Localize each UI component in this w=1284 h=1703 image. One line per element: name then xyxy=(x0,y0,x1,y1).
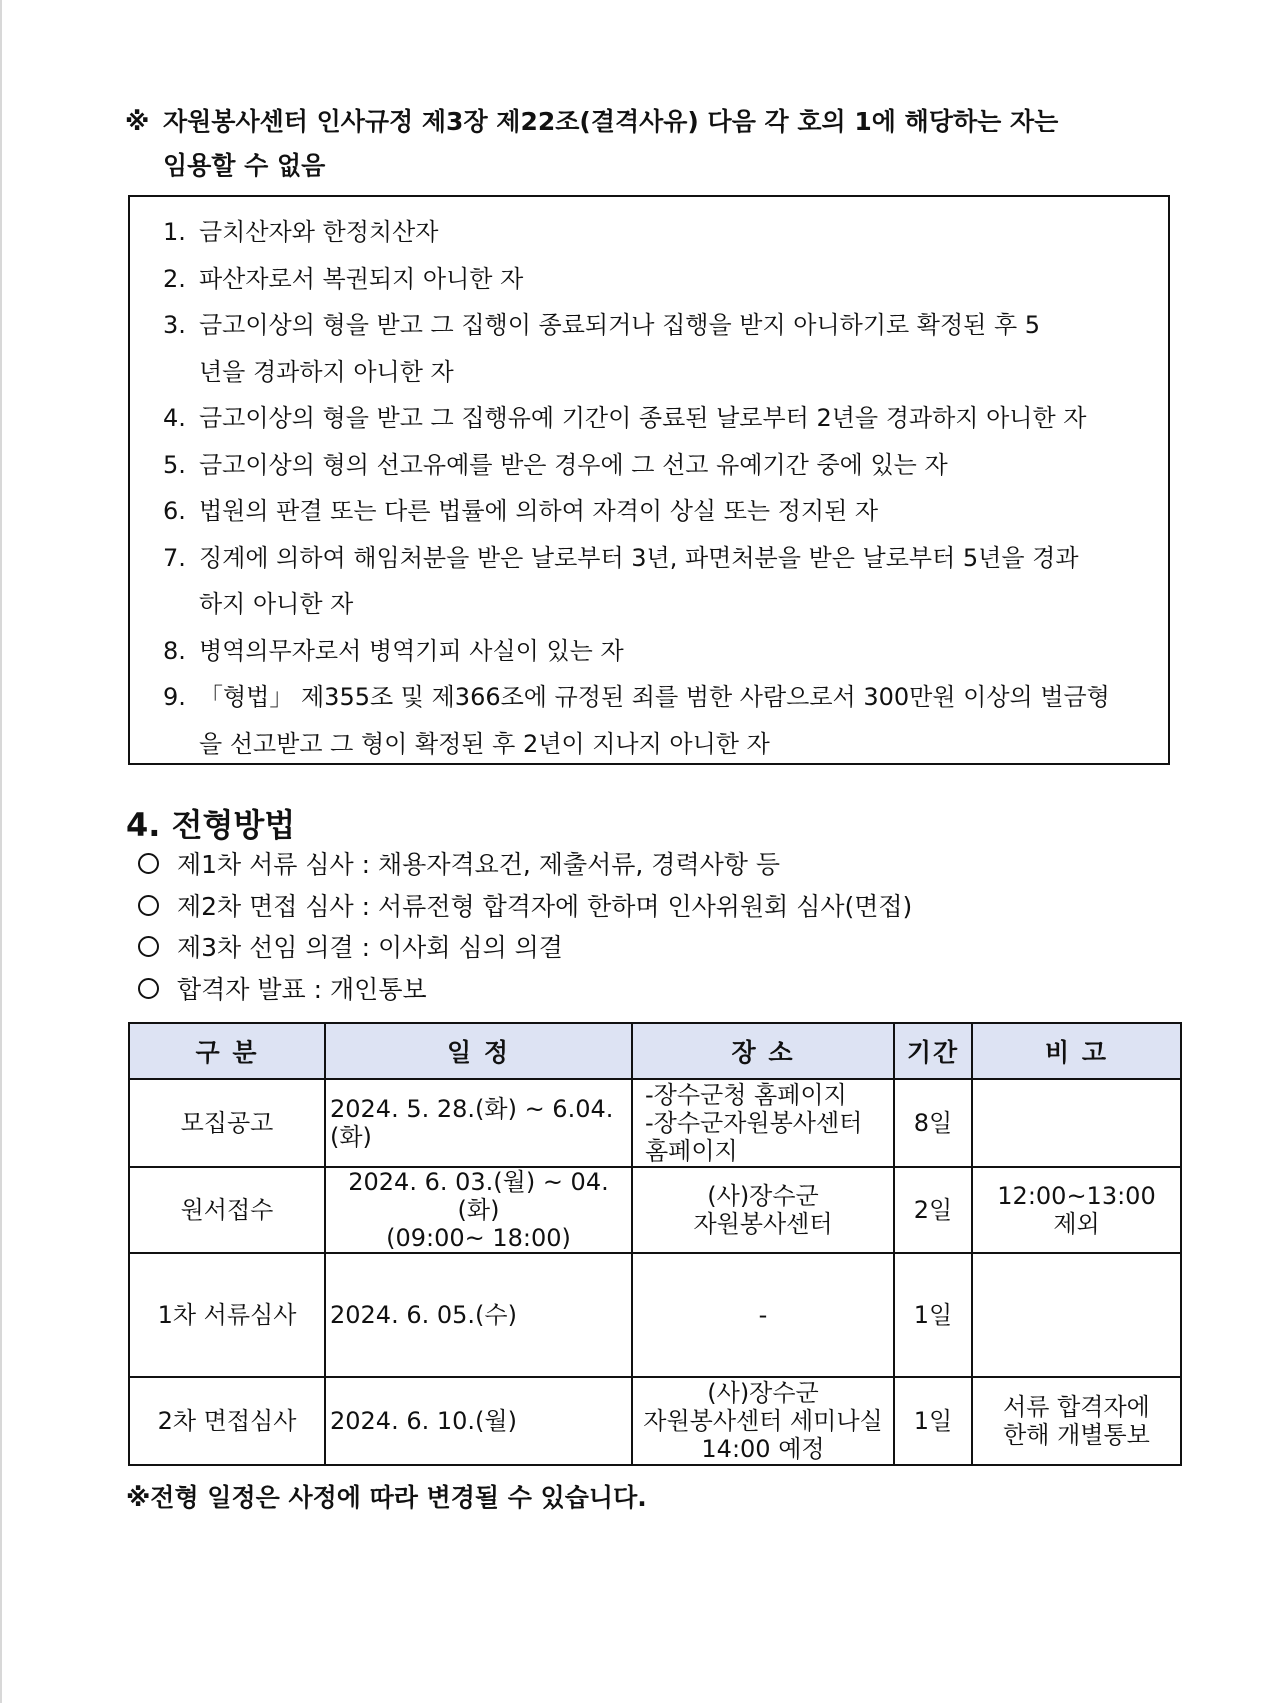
cell-date xyxy=(325,1167,632,1253)
step-item xyxy=(138,969,912,1011)
header-note: 비 고 xyxy=(972,1023,1181,1079)
cell-place-line: 14:00 예정 xyxy=(701,1435,825,1463)
cell-note xyxy=(972,1377,1181,1465)
cell-place-line: - xyxy=(758,1301,768,1329)
cell-date xyxy=(325,1377,632,1465)
list-item xyxy=(163,395,1148,442)
circle-bullet-icon xyxy=(138,895,159,916)
list-item-continuation: 년을 경과하지 아니한 자 xyxy=(199,357,454,386)
cell-place-line: 홈페이지 xyxy=(645,1137,738,1165)
notice-text-2: 임용할 수 없음 xyxy=(163,151,326,180)
cell-category: 2차 면접심사 xyxy=(129,1377,325,1465)
list-item-number: 1. xyxy=(163,218,186,246)
cell-note-line: 제외 xyxy=(1053,1210,1100,1238)
cell-note-line: 한해 개별통보 xyxy=(1003,1421,1150,1449)
table-row xyxy=(129,1167,1181,1253)
cell-place xyxy=(632,1167,894,1253)
list-item-number: 6. xyxy=(163,497,186,525)
cell-category: 1차 서류심사 xyxy=(129,1253,325,1377)
header-category: 구 분 xyxy=(129,1023,325,1079)
table-row xyxy=(129,1253,1181,1377)
table-row xyxy=(129,1079,1181,1167)
cell-place-line: (사)장수군 xyxy=(707,1182,819,1210)
list-item-text: 징계에 의하여 해임처분을 받은 날로부터 3년, 파면처분을 받은 날로부터 5년을 경과 xyxy=(199,543,1079,572)
list-item xyxy=(163,628,1148,675)
notice-line-1 xyxy=(125,100,1170,144)
list-item xyxy=(163,442,1148,489)
list-item-text: 금고이상의 형의 선고유예를 받은 경우에 그 선고 유예기간 중에 있는 자 xyxy=(199,450,948,479)
section-title: 4. 전형방법 xyxy=(126,806,296,844)
header-place: 장 소 xyxy=(632,1023,894,1079)
cell-note-line: 12:00~13:00 xyxy=(997,1182,1156,1210)
schedule-table xyxy=(128,1022,1182,1466)
list-item xyxy=(163,302,1148,349)
list-item-text: 「형법」 제355조 및 제366조에 규정된 죄를 범한 사람으로서 300만원 이상의 벌금형 xyxy=(199,683,1110,711)
step-item xyxy=(138,927,912,969)
cell-place-line: -장수군청 홈페이지 xyxy=(645,1081,847,1109)
cell-place-line: 자원봉사센터 세미나실 xyxy=(643,1407,883,1435)
cell-date xyxy=(325,1079,632,1167)
list-item xyxy=(163,209,1148,256)
cell-date-line: 2024. 5. 28.(화) ~ 6.04.(화) xyxy=(330,1095,614,1151)
circle-bullet-icon xyxy=(138,978,159,999)
cell-period: 1일 xyxy=(894,1253,972,1377)
disqualification-box xyxy=(128,195,1170,765)
cell-place-line: (사)장수군 xyxy=(707,1379,819,1407)
header-date: 일 정 xyxy=(325,1023,632,1079)
list-item-continuation: 하지 아니한 자 xyxy=(199,590,354,618)
cell-note xyxy=(972,1253,1181,1377)
notice-text-1: 자원봉사센터 인사규정 제3장 제22조(결격사유) 다음 각 호의 1에 해당하는 자는 xyxy=(163,107,1059,136)
list-item-number: 2. xyxy=(163,264,186,293)
selection-steps xyxy=(138,844,912,1010)
list-item-text: 금고이상의 형을 받고 그 집행이 종료되거나 집행을 받지 아니하기로 확정된 후 5 xyxy=(199,311,1041,339)
step-text: 제1차 서류 심사 : 채용자격요건, 제출서류, 경력사항 등 xyxy=(177,850,781,879)
cell-place xyxy=(632,1079,894,1167)
cell-period: 1일 xyxy=(894,1377,972,1465)
list-item-number: 5. xyxy=(163,450,186,479)
cell-note xyxy=(972,1167,1181,1253)
list-item-number: 3. xyxy=(163,311,186,339)
step-text: 합격자 발표 : 개인통보 xyxy=(177,974,427,1004)
cell-date-line: 2024. 6. 10.(월) xyxy=(330,1407,517,1435)
list-item-text: 금고이상의 형을 받고 그 집행유예 기간이 종료된 날로부터 2년을 경과하지 아니한 자 xyxy=(199,404,1087,432)
cell-place-line: -장수군자원봉사센터 xyxy=(645,1109,863,1137)
cell-place-line: 자원봉사센터 xyxy=(693,1210,833,1238)
list-item xyxy=(163,256,1148,303)
list-item-number: 9. xyxy=(163,683,186,711)
list-item-number: 4. xyxy=(163,404,186,432)
circle-bullet-icon xyxy=(138,936,159,957)
table-row xyxy=(129,1377,1181,1465)
list-item xyxy=(163,535,1148,582)
reference-mark: ※ xyxy=(125,107,150,136)
step-text: 제3차 선임 의결 : 이사회 심의 의결 xyxy=(177,933,563,962)
header-period: 기간 xyxy=(894,1023,972,1079)
cell-date-line: 2024. 6. 03.(월) ~ 04.(화) xyxy=(348,1168,609,1224)
step-item xyxy=(138,886,912,928)
cell-place xyxy=(632,1253,894,1377)
cell-note-line: 서류 합격자에 xyxy=(1003,1393,1150,1421)
disqualification-list xyxy=(163,209,1148,767)
list-item-continuation: 을 선고받고 그 형이 확정된 후 2년이 지나지 아니한 자 xyxy=(199,729,770,758)
circle-bullet-icon xyxy=(138,853,159,874)
step-item xyxy=(138,844,912,886)
cell-category: 원서접수 xyxy=(129,1167,325,1253)
cell-date xyxy=(325,1253,632,1377)
cell-date-line: (09:00~ 18:00) xyxy=(386,1224,571,1252)
table-header-row xyxy=(129,1023,1181,1079)
disqualification-notice xyxy=(125,100,1170,188)
list-item-number: 7. xyxy=(163,543,186,572)
schedule-change-notice: ※전형 일정은 사정에 따라 변경될 수 있습니다. xyxy=(126,1483,647,1512)
page-edge xyxy=(0,0,2,1703)
cell-period: 2일 xyxy=(894,1167,972,1253)
list-item-text: 법원의 판결 또는 다른 법률에 의하여 자격이 상실 또는 정지된 자 xyxy=(199,497,879,525)
cell-period: 8일 xyxy=(894,1079,972,1167)
list-item xyxy=(163,488,1148,535)
cell-place xyxy=(632,1377,894,1465)
cell-date-line: 2024. 6. 05.(수) xyxy=(330,1301,517,1329)
list-item-text: 금치산자와 한정치산자 xyxy=(199,218,439,246)
cell-note xyxy=(972,1079,1181,1167)
list-item-text: 파산자로서 복권되지 아니한 자 xyxy=(199,264,524,293)
list-item-text: 병역의무자로서 병역기피 사실이 있는 자 xyxy=(199,636,624,665)
cell-category: 모집공고 xyxy=(129,1079,325,1167)
list-item-number: 8. xyxy=(163,636,186,665)
step-text: 제2차 면접 심사 : 서류전형 합격자에 한하며 인사위원회 심사(면접) xyxy=(177,891,913,921)
list-item xyxy=(163,674,1148,721)
